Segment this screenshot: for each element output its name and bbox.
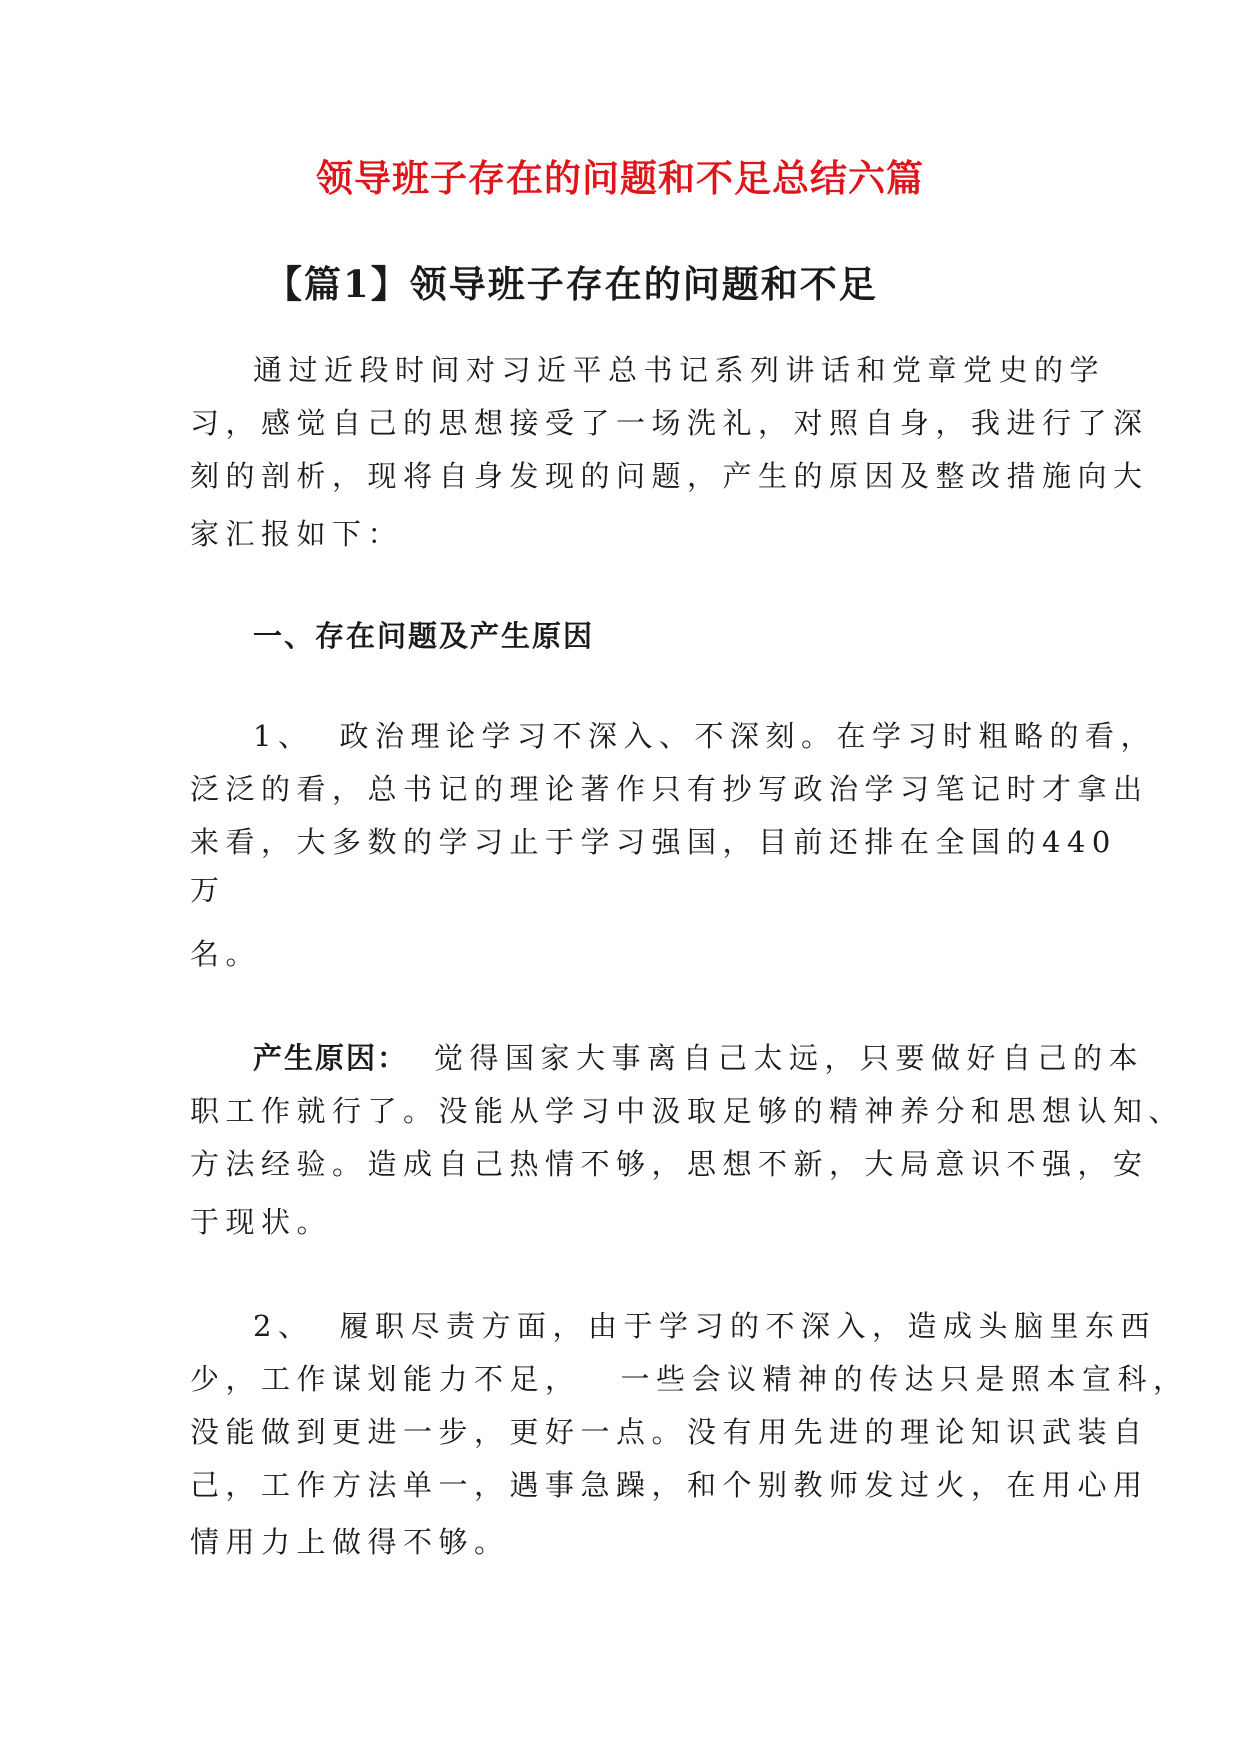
item1-line-4: 万	[190, 873, 226, 907]
intro-line-4: 家汇报如下：	[190, 517, 404, 551]
intro-line-2: 习，感觉自己的思想接受了一场洗礼，对照自身，我进行了深	[190, 406, 1149, 440]
cause-line-2: 职工作就行了。没能从学习中汲取足够的精神养分和思想认知、	[190, 1094, 1185, 1128]
cause-line-4: 于现状。	[190, 1205, 333, 1239]
cause-text-1: 觉得国家大事离自己太远，只要做好自己的本	[434, 1041, 1145, 1075]
cause-line-3: 方法经验。造成自己热情不够，思想不新，大局意识不强，安	[190, 1147, 1149, 1181]
item1-text-1: 政治理论学习不深入、不深刻。在学习时粗略的看，	[339, 719, 1156, 753]
item1-line-1	[253, 718, 1156, 754]
item2-line-1	[253, 1308, 1156, 1344]
intro-line-3: 刻的剖析，现将自身发现的问题，产生的原因及整改措施向大	[190, 459, 1149, 493]
item2-line-2	[190, 1361, 1189, 1397]
cause-label: 产生原因：	[253, 1041, 409, 1075]
item1-number: 1、	[253, 719, 314, 753]
document-title: 领导班子存在的问题和不足总结六篇	[316, 156, 924, 200]
item2-line-4: 己，工作方法单一，遇事急躁，和个别教师发过火，在用心用	[190, 1468, 1149, 1502]
cause-line-1	[253, 1040, 1144, 1076]
item2-text-1: 履职尽责方面，由于学习的不深入，造成头脑里东西	[339, 1309, 1156, 1343]
part-heading: 一、存在问题及产生原因	[253, 619, 595, 653]
item2-line-3: 没能做到更进一步，更好一点。没有用先进的理论知识武装自	[190, 1415, 1149, 1449]
section-heading: 【篇1】领导班子存在的问题和不足	[265, 262, 878, 306]
item2-text-2b: 一些会议精神的传达只是照本宣科，	[620, 1362, 1189, 1396]
item1-line-2: 泛泛的看，总书记的理论著作只有抄写政治学习笔记时才拿出	[190, 772, 1149, 806]
item1-line-3: 来看，大多数的学习止于学习强国，目前还排在全国的440	[190, 825, 1117, 859]
item2-line-5: 情用力上做得不够。	[190, 1525, 510, 1559]
item1-line-5: 名。	[190, 937, 262, 971]
intro-line-1: 通过近段时间对习近平总书记系列讲话和党章党史的学	[253, 353, 1106, 387]
item2-number: 2、	[253, 1309, 314, 1343]
item2-text-2a: 少，工作谋划能力不足，	[190, 1362, 581, 1396]
